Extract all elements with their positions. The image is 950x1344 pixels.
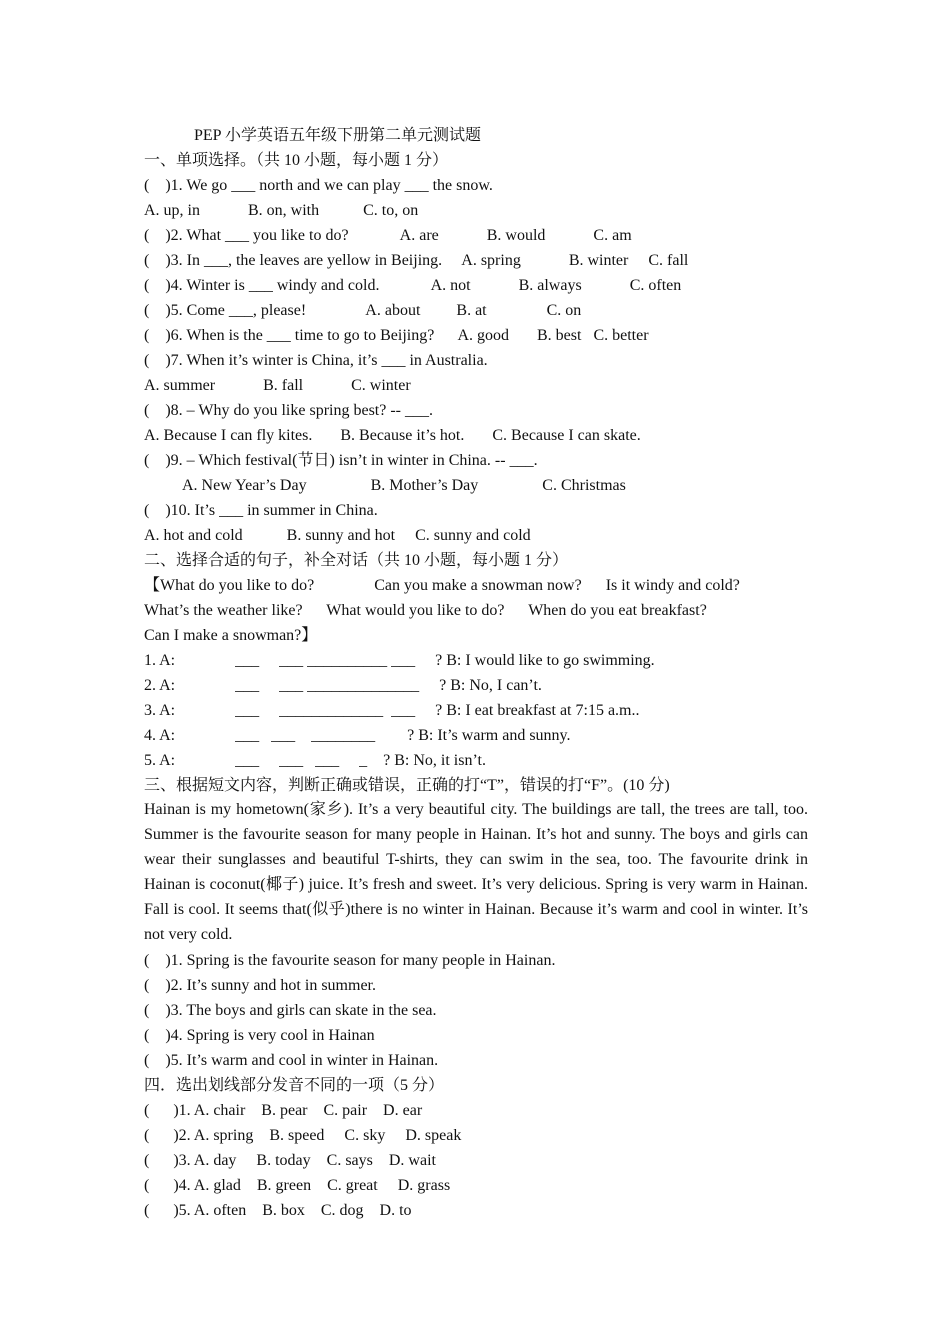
section-3-header: 三、根据短文内容，判断正确或错误，正确的打“T”，错误的打“F”。(10 分): [144, 777, 670, 794]
question-line: ( )1. A. chair B. pear C. pair D. ear: [144, 1102, 423, 1119]
question-line: ( )3. A. day B. today C. says D. wait: [144, 1152, 436, 1169]
question-line: ( )1. We go ___ north and we can play ___ the snow.: [144, 177, 493, 194]
question-line: ( )6. When is the ___ time to go to Beijing? A. good B. best C. better: [144, 327, 649, 344]
answer-options: A. up, in B. on, with C. to, on: [144, 202, 419, 219]
answer-options: A. New Year’s Day B. Mother’s Day C. Christmas: [182, 477, 626, 494]
answer-options: A. hot and cold B. sunny and hot C. sunny and cold: [144, 527, 531, 544]
section-2-header: 二、选择合适的句子，补全对话（共 10 小题，每小题 1 分）: [144, 552, 569, 569]
answer-options: A. Because I can fly kites. B. Because it’s hot. C. Because I can skate.: [144, 427, 641, 444]
question-line: ( )2. What ___ you like to do? A. are B. would C. am: [144, 227, 632, 244]
dialogue-line: 4. A: ___ ___ ________ ? B: It’s warm and sunny.: [144, 727, 571, 744]
question-line: ( )2. A. spring B. speed C. sky D. speak: [144, 1127, 462, 1144]
dialogue-line: 5. A: ___ ___ ___ _ ? B: No, it isn’t.: [144, 752, 486, 769]
question-line: ( )4. A. glad B. green C. great D. grass: [144, 1177, 451, 1194]
question-line: ( )4. Spring is very cool in Hainan: [144, 1027, 375, 1044]
sentence-bank: 【What do you like to do? Can you make a snowman now? Is it windy and cold?: [144, 577, 740, 594]
question-line: ( )7. When it’s winter is China, it’s ___ in Australia.: [144, 352, 488, 369]
section-4-header: 四．选出划线部分发音不同的一项（5 分）: [144, 1077, 445, 1094]
sentence-bank: What’s the weather like? What would you like to do? When do you eat breakfast?: [144, 602, 707, 619]
question-line: ( )1. Spring is the favourite season for many people in Hainan.: [144, 952, 556, 969]
question-line: ( )5. It’s warm and cool in winter in Hainan.: [144, 1052, 439, 1069]
question-line: ( )5. A. often B. box C. dog D. to: [144, 1202, 412, 1219]
answer-options: A. summer B. fall C. winter: [144, 377, 411, 394]
question-line: ( )2. It’s sunny and hot in summer.: [144, 977, 376, 994]
sentence-bank: Can I make a snowman?】: [144, 627, 318, 644]
question-line: ( )10. It’s ___ in summer in China.: [144, 502, 378, 519]
question-line: ( )5. Come ___, please! A. about B. at C. on: [144, 302, 582, 319]
question-line: ( )9. – Which festival(节日) isn’t in winter in China. -- ___.: [144, 452, 538, 469]
dialogue-line: 3. A: ___ _____________ ___ ? B: I eat breakfast at 7:15 a.m..: [144, 702, 640, 719]
section-1-header: 一、单项选择。（共 10 小题，每小题 1 分）: [144, 152, 449, 169]
question-line: ( )3. The boys and girls can skate in the sea.: [144, 1002, 437, 1019]
dialogue-line: 2. A: ___ ___ ______________ ? B: No, I can’t.: [144, 677, 542, 694]
page-title: PEP 小学英语五年级下册第二单元测试题: [194, 127, 481, 144]
question-line: ( )4. Winter is ___ windy and cold. A. not B. always C. often: [144, 277, 682, 294]
reading-passage: Hainan is my hometown(家乡). It’s a very beautiful city. The buildings are tall, the trees are tall, too. Summer is the favourite season for many people in Hainan. It’s hot and sunny. The boys and girls can wear their sunglasses and beautiful T-shirts, they can swim in the sea, too. The favourite drink in Hainan is coconut(椰子) juice. It’s fresh and sweet. It’s very delicious. Spring is very warm in Hainan. Fall is cool. It seems that(似乎)there is no winter in Hainan. Because it’s warm and cool in winter. It’s not very cold.: [144, 801, 808, 943]
question-line: ( )3. In ___, the leaves are yellow in Beijing. A. spring B. winter C. fall: [144, 252, 689, 269]
dialogue-line: 1. A: ___ ___ __________ ___ ? B: I would like to go swimming.: [144, 652, 655, 669]
question-line: ( )8. – Why do you like spring best? -- ___.: [144, 402, 433, 419]
